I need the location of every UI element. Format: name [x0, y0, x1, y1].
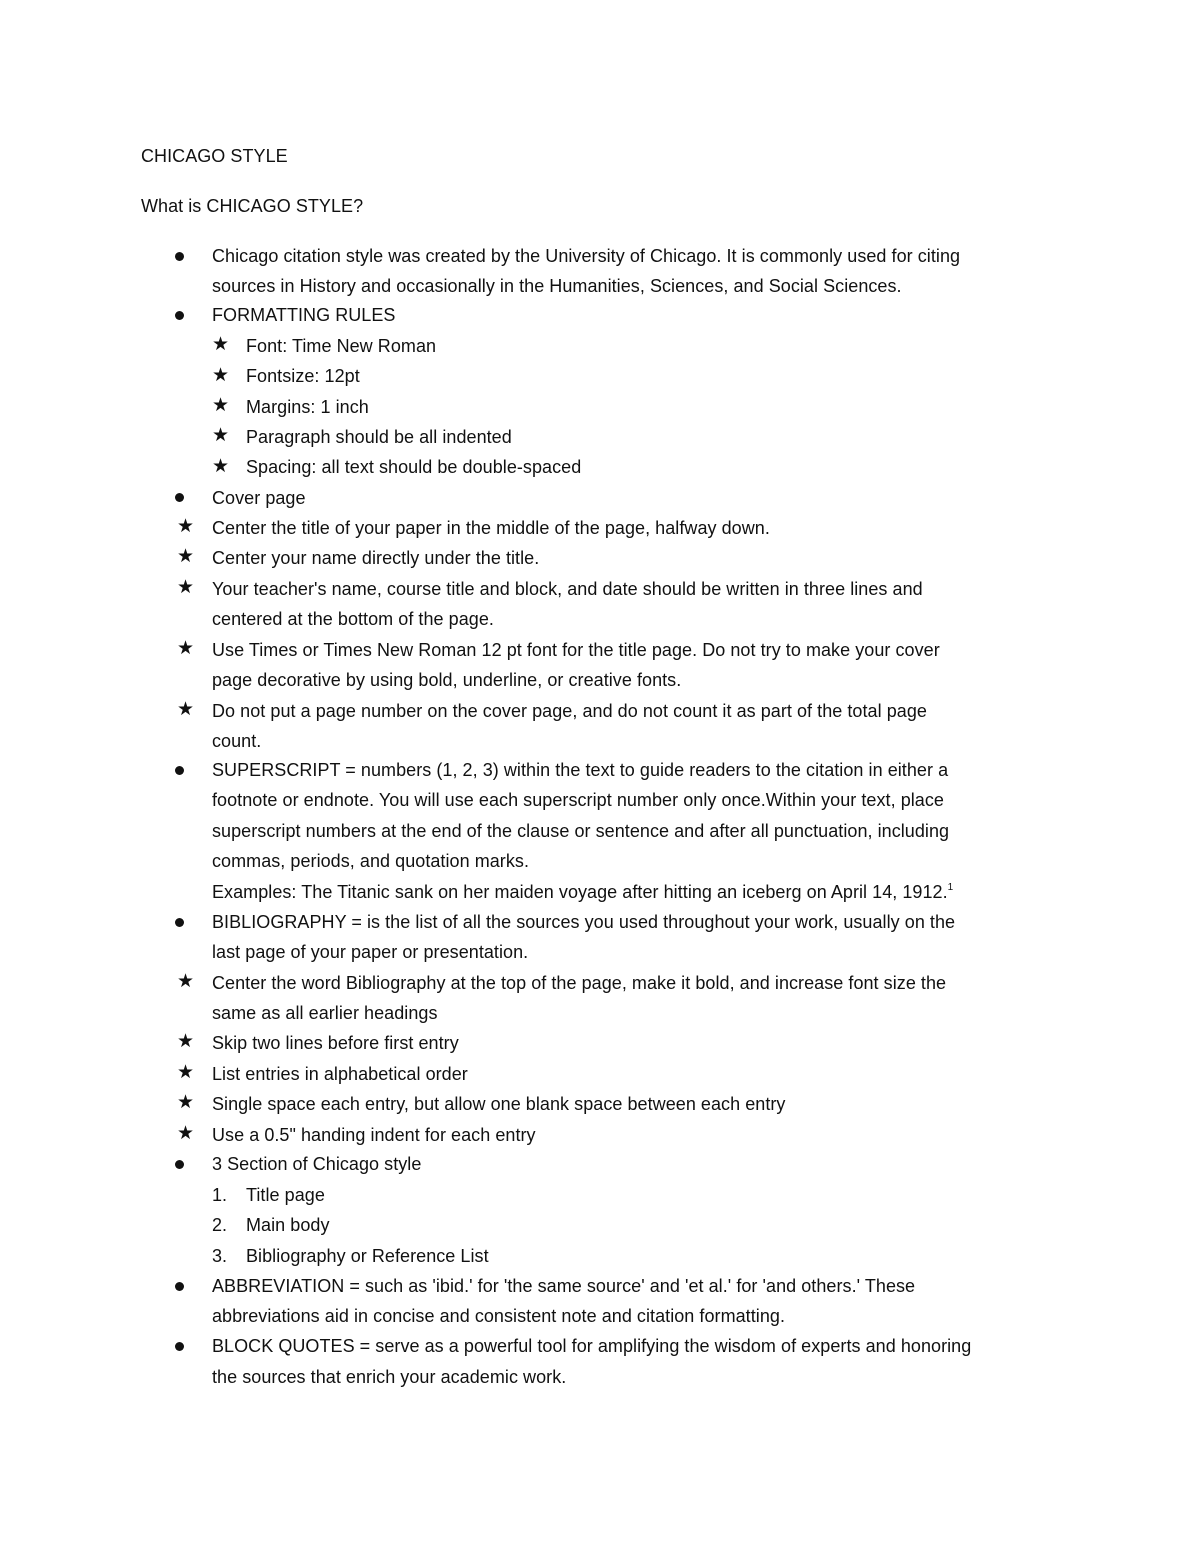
- document-subtitle: What is CHICAGO STYLE?: [141, 196, 364, 216]
- bullet-icon: [175, 1160, 184, 1169]
- star-icon: ★: [212, 425, 230, 446]
- cover-item-cont: page decorative by using bold, underline, or creative fonts.: [212, 670, 682, 690]
- cover-item-cont: count.: [212, 731, 262, 751]
- formatting-heading: FORMATTING RULES: [212, 305, 396, 325]
- intro-line-1: Chicago citation style was created by the University of Chicago. It is commonly used for citing: [212, 246, 961, 266]
- bullet-icon: [175, 493, 184, 502]
- bullet-icon: [175, 1282, 184, 1291]
- formatting-item: Margins: 1 inch: [246, 397, 369, 417]
- section-number: 2.: [212, 1215, 228, 1235]
- bibliography-item: Use a 0.5" handing indent for each entry: [212, 1125, 536, 1145]
- cover-item: Use Times or Times New Roman 12 pt font for the title page. Do not try to make your cover: [212, 640, 940, 660]
- star-icon: ★: [212, 365, 230, 386]
- cover-heading: Cover page: [212, 488, 306, 508]
- document-title: CHICAGO STYLE: [141, 146, 288, 166]
- formatting-item: Font: Time New Roman: [246, 336, 437, 356]
- bibliography-item: Center the word Bibliography at the top of the page, make it bold, and increase font size the: [212, 973, 947, 993]
- bullet-icon: [175, 766, 184, 775]
- section-item: Title page: [246, 1185, 325, 1205]
- star-icon: ★: [177, 546, 195, 567]
- abbreviation-line: ABBREVIATION = such as 'ibid.' for 'the same source' and 'et al.' for 'and others.' These: [212, 1276, 916, 1296]
- star-icon: ★: [212, 334, 230, 355]
- superscript-line: commas, periods, and quotation marks.: [212, 851, 529, 871]
- sections-heading: 3 Section of Chicago style: [212, 1154, 422, 1174]
- formatting-item: Paragraph should be all indented: [246, 427, 512, 447]
- section-item: Bibliography or Reference List: [246, 1246, 489, 1266]
- block-quotes-line: the sources that enrich your academic work.: [212, 1367, 567, 1387]
- bullet-icon: [175, 918, 184, 927]
- star-icon: ★: [177, 638, 195, 659]
- bibliography-item: List entries in alphabetical order: [212, 1064, 468, 1084]
- formatting-item: Spacing: all text should be double-spaced: [246, 457, 582, 477]
- star-icon: ★: [177, 971, 195, 992]
- star-icon: ★: [177, 516, 195, 537]
- superscript-example: [212, 881, 953, 903]
- superscript-line: footnote or endnote. You will use each superscript number only once.Within your text, place: [212, 790, 944, 810]
- bibliography-item: Single space each entry, but allow one blank space between each entry: [212, 1094, 786, 1114]
- cover-item: Your teacher's name, course title and block, and date should be written in three lines and: [212, 579, 923, 599]
- section-number: 3.: [212, 1246, 228, 1266]
- bullet-icon: [175, 311, 184, 320]
- bibliography-line: BIBLIOGRAPHY = is the list of all the sources you used throughout your work, usually on the: [212, 912, 956, 932]
- cover-item-cont: centered at the bottom of the page.: [212, 609, 494, 629]
- abbreviation-line: abbreviations aid in concise and consistent note and citation formatting.: [212, 1306, 785, 1326]
- star-icon: ★: [212, 456, 230, 477]
- star-icon: ★: [177, 1092, 195, 1113]
- bibliography-item: Skip two lines before first entry: [212, 1033, 459, 1053]
- star-icon: ★: [177, 1031, 195, 1052]
- star-icon: ★: [212, 395, 230, 416]
- block-quotes-line: BLOCK QUOTES = serve as a powerful tool for amplifying the wisdom of experts and honoring: [212, 1336, 972, 1356]
- formatting-item: Fontsize: 12pt: [246, 366, 360, 386]
- section-item: Main body: [246, 1215, 330, 1235]
- superscript-line: SUPERSCRIPT = numbers (1, 2, 3) within the text to guide readers to the citation in either a: [212, 760, 949, 780]
- bullet-icon: [175, 252, 184, 261]
- superscript-line: superscript numbers at the end of the clause or sentence and after all punctuation, including: [212, 821, 950, 841]
- cover-item: Center your name directly under the title.: [212, 548, 540, 568]
- cover-item: Center the title of your paper in the middle of the page, halfway down.: [212, 518, 770, 538]
- star-icon: ★: [177, 1123, 195, 1144]
- star-icon: ★: [177, 1062, 195, 1083]
- star-icon: ★: [177, 699, 195, 720]
- section-number: 1.: [212, 1185, 228, 1205]
- intro-line-2: sources in History and occasionally in the Humanities, Sciences, and Social Sciences.: [212, 276, 902, 296]
- cover-item: Do not put a page number on the cover page, and do not count it as part of the total page: [212, 701, 927, 721]
- footnote-mark: 1: [947, 882, 954, 893]
- example-text: Examples: The Titanic sank on her maiden voyage after hitting an iceberg on April 14, 1912.: [212, 882, 948, 902]
- bullet-icon: [175, 1342, 184, 1351]
- bibliography-line: last page of your paper or presentation.: [212, 942, 529, 962]
- star-icon: ★: [177, 577, 195, 598]
- bibliography-item-cont: same as all earlier headings: [212, 1003, 438, 1023]
